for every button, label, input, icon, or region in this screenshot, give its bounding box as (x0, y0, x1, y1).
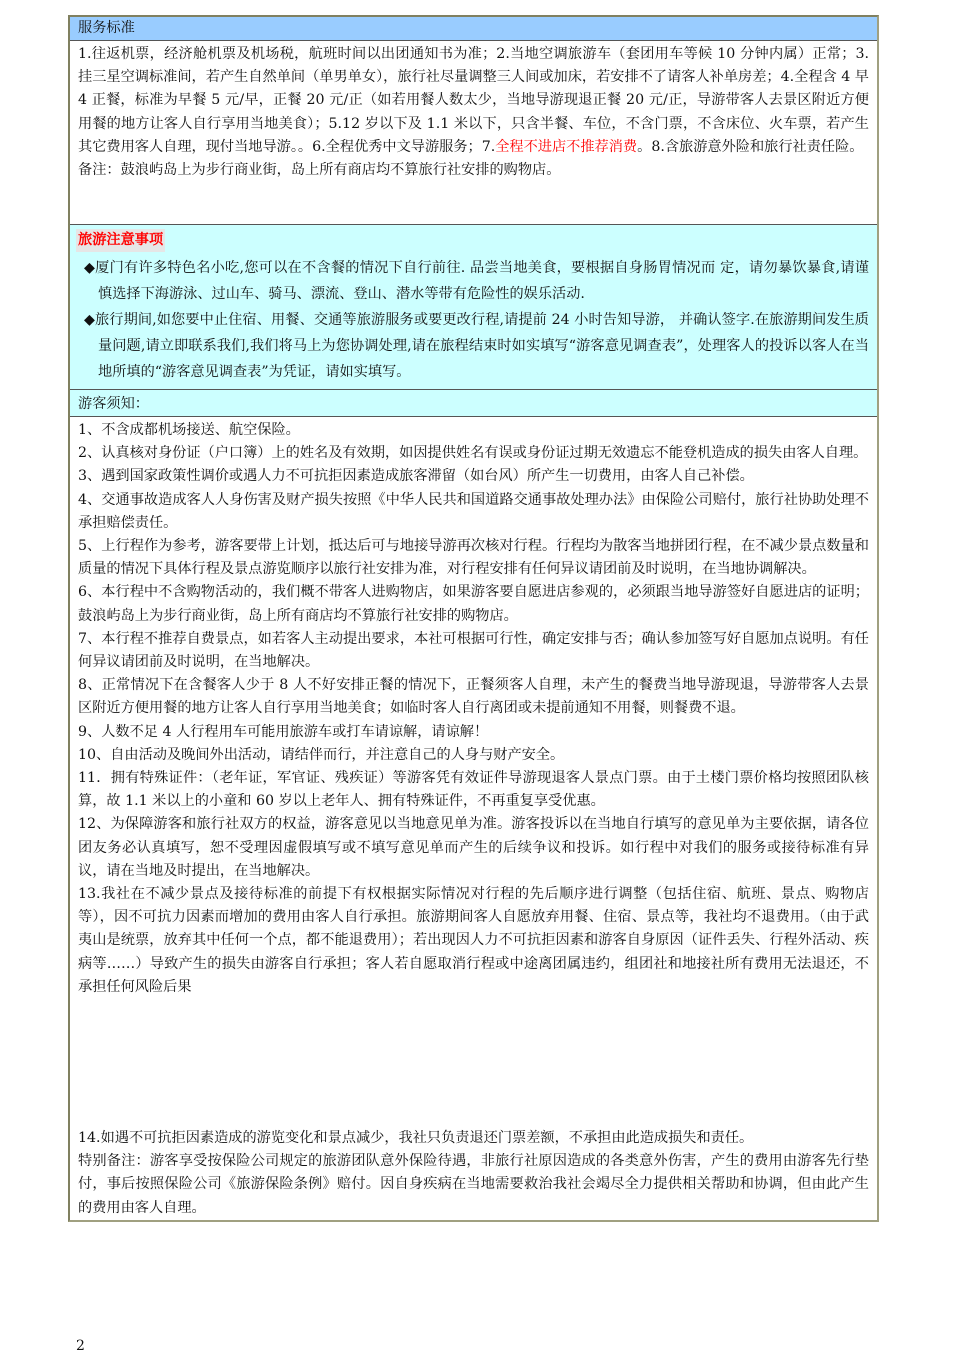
notice-item: 9、人数不足 4 人行程用车可能用旅游车或打车请谅解，请谅解！ (78, 723, 489, 740)
notice-item: 1、不含成都机场接送、航空保险。 (78, 422, 300, 438)
service-standard-header (70, 17, 877, 40)
notice-item: 3、遇到国家政策性调价或遇人力不可抗拒因素造成旅客滞留（如台风）所产生一切费用，由客人自己补偿。 (78, 468, 754, 485)
travel-note-item: ◆厦门有许多特色名小吃,您可以在不含餐的情况下自行前往. 品尝当地美食，要根据自身肠胃情况而 定，请勿暴饮暴食,请谨慎选择下海游泳、过山车、骑马、漂流、登山、潜水等带有危险性的娱乐活动. (84, 260, 869, 303)
notice-item: 10、自由活动及晚间外出活动，请结伴而行，并注意自己的人身与财产安全。 (78, 746, 565, 763)
travel-notes-list (78, 255, 869, 385)
travel-notes-title: 旅游注意事项 (76, 229, 165, 252)
service-standard-text-part1: 1.往返机票，经济舱机票及机场税，航班时间以出团通知书为准；2.当地空调旅游车（套团用车等候 10 分钟内属）正常；3.挂三星空调标准间，若产生自然单间（单男单女），旅行社尽量调整三人间或加床，若安排不了请客人补单房差；4.全程含 4 早 4 正餐，标准为早餐 5 元/早，正餐 20 元/正（如若用餐人数太少，当地导游现退正餐 20 元/正，导游带客人去景区附近方便用餐的地方让客人自行享用当地美食）；5.12 岁以下及 1.1 米以下，只含半餐、车位，不含门票，不含床位、火车票，若产生其它费用客人自理，现付当地导游。。6.全程优秀中文导游服务；7. (78, 46, 869, 155)
notice-item: 4、交通事故造成客人人身伤害及财产损失按照《中华人民共和国道路交通事故处理办法》由保险公司赔付，旅行社协助处理不承担赔偿责任。 (78, 491, 869, 531)
notice-item: 8、正常情况下在含餐客人少于 8 人不好安排正餐的情况下，正餐须客人自理，未产生的餐费当地导游现退，导游带客人去景区附近方便用餐的地方让客人自行享用当地美食；如临时客人自行离团或未提前通知不用餐，则餐费不退。 (78, 677, 869, 717)
notice-item: 13.我社在不减少景点及接待标准的前提下有权根据实际情况对行程的先后顺序进行调整（包括住宿、航班、景点、购物店等），因不可抗力因素而增加的费用由客人自行承担。旅游期间客人自愿放弃用餐、住宿、景点等，我社均不退费用。（由于武夷山是统票，放弃其中任何一个点，都不能退费用）；若出现因人力不可抗拒因素和游客自身原因（证件丢失、行程外活动、疾病等……）导致产生的损失由游客自行承担；客人若自愿取消行程或中途离团属违约，组团社和地接社所有费用无法退还，不承担任何风险后果 (78, 886, 869, 995)
itinerary-terms-table (68, 15, 879, 1222)
service-standard-text-part2: 。8.含旅游意外险和旅行社责任险。 (637, 138, 864, 155)
notice-item: 2、认真核对身份证（户口簿）上的姓名及有效期，如因提供姓名有误或身份证过期无效遗忘不能登机造成的损失由客人自理。 (78, 445, 868, 462)
notice-item: 12、为保障游客和旅行社双方的权益，游客意见以当地意见单为准。游客投诉以在当地自行填写的意见单为主要依据，请各位团友务必认真填写，恕不受理因虚假填写或不填写意见单而产生的后续争议和投诉。如行程中对我们的服务或接待标准有异议，请在当地及时提出，在当地解决。 (78, 816, 869, 879)
visitor-notice-title: 游客须知： (78, 396, 149, 412)
service-standard-text (78, 43, 869, 159)
service-standard-note: 备注：鼓浪屿岛上为步行商业街，岛上所有商店均不算旅行社安排的购物店。 (78, 162, 561, 179)
travel-notes-section (70, 224, 877, 389)
notice-item: 5、上行程作为参考，游客要带上计划，抵达后可与地接导游再次核对行程。行程均为散客当地拼团行程，在不减少景点数量和质量的情况下具体行程及景点游览顺序以旅行社安排为准，对行程安排有任何异议请团前及时说明，在当地协调解决。 (78, 538, 869, 578)
service-standard-body (70, 40, 877, 224)
special-note: 特别备注：游客享受按保险公司规定的旅游团队意外保险待遇，非旅行社原因造成的各类意外伤害，产生的费用由游客先行垫付，事后按照保险公司《旅游保险条例》赔付。因自身疾病在当地需要救治我社会竭尽全力提供相关帮助和协调，但由此产生的费用由客人自理。 (78, 1153, 869, 1216)
service-standard-title: 服务标准 (78, 20, 135, 36)
no-shopping-highlight: 全程不进店不推荐消费 (495, 138, 638, 155)
visitor-notice-final (70, 1122, 877, 1220)
visitor-notice-body (70, 416, 877, 1122)
notice-item: 6、本行程中不含购物活动的，我们概不带客人进购物店，如果游客要自愿进店参观的，必须跟当地导游签好自愿进店的证明；鼓浪屿岛上为步行商业街，岛上所有商店均不算旅行社安排的购物店。 (78, 584, 869, 624)
notice-item-14: 14.如遇不可抗拒因素造成的游览变化和景点减少，我社只负责退还门票差额，不承担由此造成损失和责任。 (78, 1130, 754, 1146)
travel-note-item: ◆旅行期间,如您要中止住宿、用餐、交通等旅游服务或要更改行程,请提前 24 小时告知导游， 并确认签字.在旅游期间发生质量问题,请立即联系我们,我们将马上为您协调处理,请在旅程结束时如实填写“游客意见调查表”，处理客人的投诉以客人在当地所填的“游客意见调查表”为凭证，请如实填写。 (84, 312, 869, 381)
page-number: 2 (76, 1338, 85, 1354)
notice-item: 11．拥有特殊证件：（老年证，军官证、残疾证）等游客凭有效证件导游现退客人景点门票。由于土楼门票价格均按照团队核算，故 1.1 米以上的小童和 60 岁以上老年人、拥有特殊证件，不再重复享受优惠。 (78, 770, 869, 810)
notice-item: 7、本行程不推荐自费景点，如若客人主动提出要求，本社可根据可行性，确定安排与否；确认参加签写好自愿加点说明。有任何异议请团前及时说明，在当地解决。 (78, 630, 869, 671)
visitor-notice-header (70, 389, 877, 416)
